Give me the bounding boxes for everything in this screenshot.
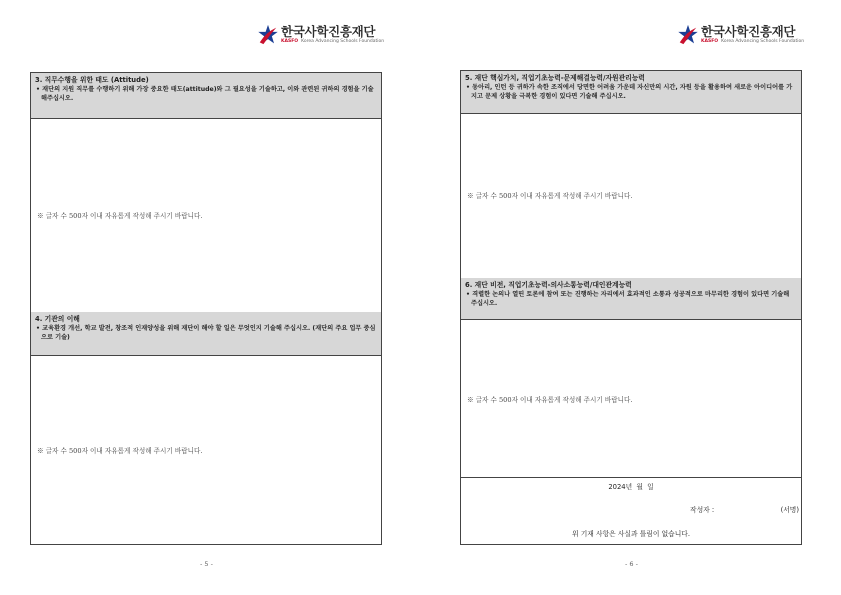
logo-name-en: Korea Advancing Schools Foundation	[301, 39, 385, 44]
signature-seal: (서명)	[780, 506, 799, 514]
star-logo-icon	[257, 24, 279, 46]
section-title: 5. 재단 핵심가치, 직업기초능력-문제해결능력/자원관리능력	[465, 74, 645, 82]
answer-hint: ※ 글자 수 500자 이내 자유롭게 작성해 주시기 바랍니다.	[467, 396, 633, 404]
answer-hint: ※ 글자 수 500자 이내 자유롭게 작성해 주시기 바랍니다.	[37, 447, 203, 455]
answer-hint: ※ 글자 수 500자 이내 자유롭게 작성해 주시기 바랍니다.	[37, 212, 203, 220]
essay-box	[460, 70, 802, 545]
logo-abbr: KASFO	[701, 39, 719, 44]
section-title: 6. 재단 비전, 직업기초능력-의사소통능력/대인관계능력	[465, 281, 632, 289]
section-5-header	[461, 71, 801, 114]
signature-block	[461, 477, 801, 544]
essay-box	[30, 72, 382, 545]
section-description: • 재단의 지원 직무를 수행하기 위해 가장 중요한 태도(attitude)와 그 필요성을 기술하고, 이와 관련된 귀하의 경험을 기술해주십시오.	[36, 86, 374, 102]
logo-name-en: Korea Advancing Schools Foundation	[721, 39, 805, 44]
submission-date: 2024년 월 일	[608, 483, 654, 491]
section-title: 4. 기관의 이해	[35, 315, 80, 323]
confirmation-statement: 위 기재 사항은 사실과 틀림이 없습니다.	[571, 530, 690, 538]
answer-hint: ※ 글자 수 500자 이내 자유롭게 작성해 주시기 바랍니다.	[467, 192, 633, 200]
logo-abbr: KASFO	[281, 39, 299, 44]
page-5	[0, 0, 420, 595]
section-title: 3. 직무수행을 위한 태도 (Attitude)	[35, 76, 149, 84]
foundation-logo	[257, 24, 384, 46]
writer-label: 작성자 :	[690, 506, 715, 514]
page-number: - 5 -	[200, 560, 213, 568]
page-number: - 6 -	[625, 560, 638, 568]
section-description: • 격렬한 논의나 열띤 토론에 참여 또는 진행하는 자리에서 효과적인 소통과 성공적으로 마무리한 경험이 있다면 기술해 주십시오.	[466, 291, 790, 307]
foundation-logo	[677, 24, 804, 46]
section-description: • 동아리, 인턴 등 귀하가 속한 조직에서 당면한 어려움 가운데 자신만의 시간, 자원 등을 활용하여 새로운 아이디어를 가지고 문제 상황을 극복한 경험이 있다면 기술해 주십시오.	[466, 84, 793, 100]
logo-name-ko: 한국사학진흥재단	[281, 24, 376, 39]
page-6	[421, 0, 841, 595]
section-6-header	[461, 278, 801, 320]
section-3-header	[31, 73, 381, 119]
section-description: • 교육환경 개선, 학교 발전, 창조적 인재양성을 위해 재단이 해야 할 일은 무엇인지 기술해 주십시오. (재단의 주요 업무 중심으로 기술)	[36, 325, 376, 341]
star-logo-icon	[677, 24, 699, 46]
logo-name-ko: 한국사학진흥재단	[701, 24, 796, 39]
section-4-header	[31, 312, 381, 356]
